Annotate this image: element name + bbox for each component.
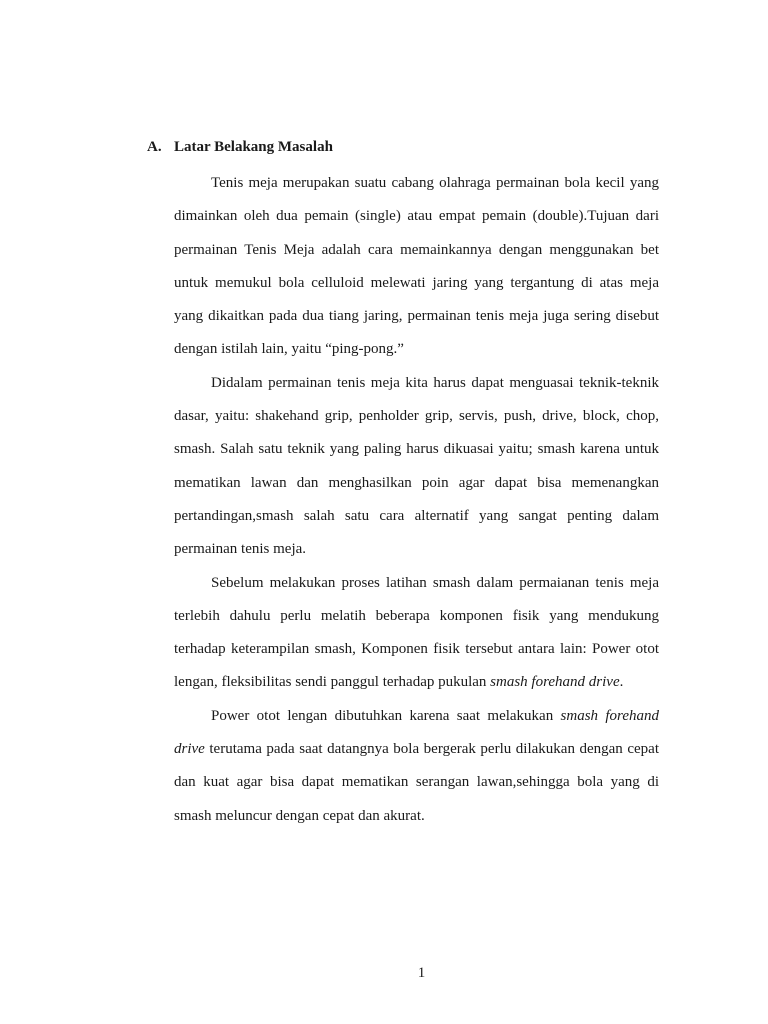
- paragraph-3: [174, 567, 659, 700]
- paragraph-3-text: Sebelum melakukan proses latihan smash dalam permaianan tenis meja terlebih dahulu perlu melatih beberapa komponen fisik yang mendukung terhadap keterampilan smash, Komponen fisik tersebut antara lain: Power otot lengan, fleksibilitas sendi panggul terhadap pukulan: [174, 574, 659, 691]
- paragraph-4-text: Power otot lengan dibutuhkan karena saat melakukan: [211, 707, 561, 724]
- paragraph-4-end: terutama pada saat datangnya bola bergerak perlu dilakukan dengan cepat dan kuat agar bisa dapat mematikan serangan lawan,sehingga bola yang di smash meluncur dengan cepat dan akurat.: [174, 741, 659, 824]
- paragraph-3-end: .: [619, 674, 624, 691]
- section-heading: [147, 137, 333, 157]
- paragraph-4: [174, 700, 659, 833]
- body-text: [174, 167, 659, 833]
- paragraph-2: Didalam permainan tenis meja kita harus dapat menguasai teknik-teknik dasar, yaitu: shakehand grip, penholder grip, servis, push, drive, block, chop, smash. Salah satu teknik yang paling harus dikuasai yaitu; smash karena untuk mematikan lawan dan menghasilkan poin agar dapat bisa memenangkan pertandingan,smash salah satu cara alternatif yang sangat penting dalam permainan tenis meja.: [174, 374, 659, 558]
- page-number: 1: [417, 965, 426, 981]
- paragraph-3-italic-term: smash forehand drive: [490, 674, 620, 691]
- section-number: A.: [147, 139, 162, 155]
- section-title: Latar Belakang Masalah: [174, 139, 333, 155]
- paragraph-4-italic-term: smash forehand drive: [174, 707, 659, 758]
- paragraph-1: Tenis meja merupakan suatu cabang olahraga permainan bola kecil yang dimainkan oleh dua pemain (single) atau empat pemain (double).Tujuan dari permainan Tenis Meja adalah cara memainkannya dengan menggunakan bet untuk memukul bola celluloid melewati jaring yang tergantung di atas meja yang dikaitkan pada dua tiang jaring, permainan tenis meja juga sering disebut dengan istilah lain, yaitu “ping-pong.”: [174, 175, 659, 358]
